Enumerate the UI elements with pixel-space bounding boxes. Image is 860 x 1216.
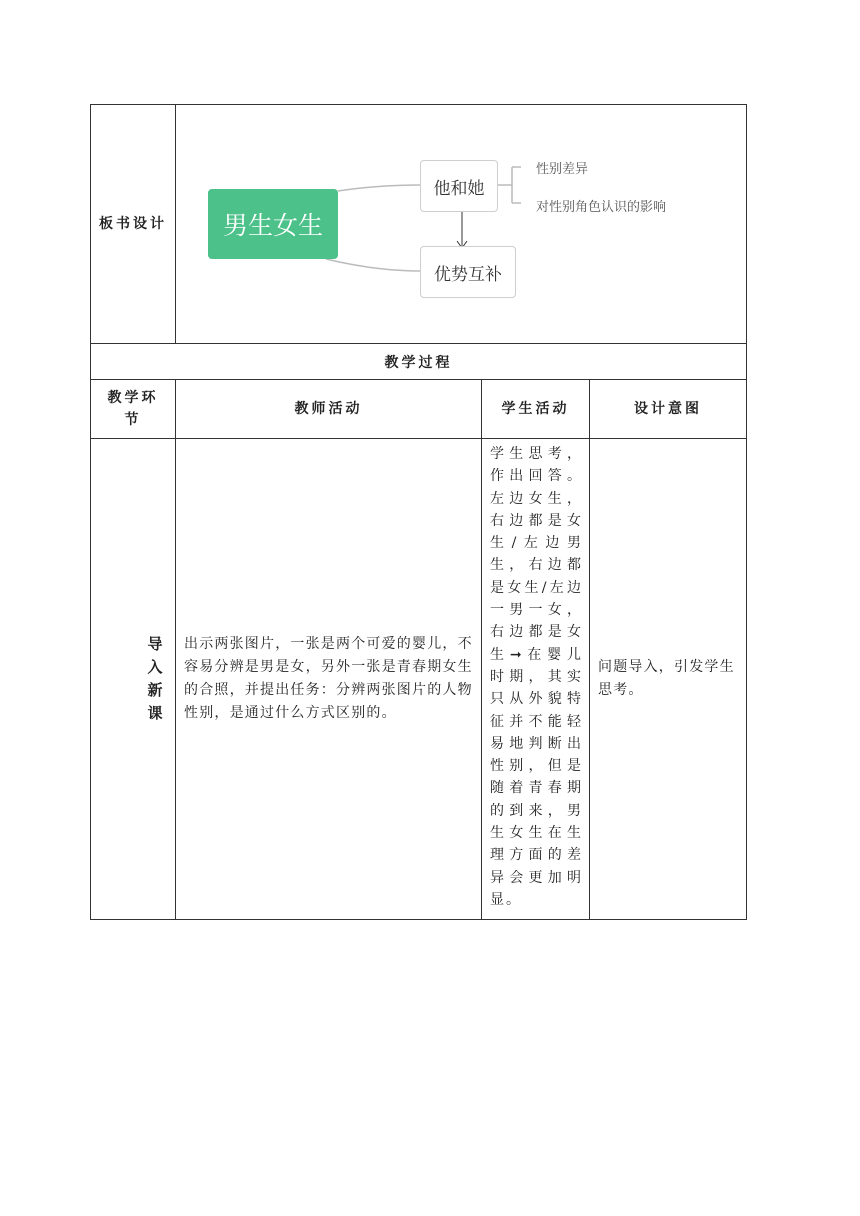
board-design-cell: [176, 105, 747, 344]
board-design-label: 板书设计: [91, 105, 176, 344]
mind-map-node-bottom: 优势互补: [420, 246, 516, 298]
header-intent: 设计意图: [590, 380, 747, 439]
mind-map: [176, 105, 746, 343]
student-activity: 学生思考，作出回答。左边女生，右边都是女生/左边男生，右边都是女生/左边一男一女，右边都是女生➞在婴儿时期，其实只从外貌特征并不能轻易地判断出性别，但是随着青春期的到来，男生女生在生理方面的差异会更加明显。: [482, 439, 590, 920]
header-stage: 教学环节: [91, 380, 176, 439]
design-intent: 问题导入，引发学生思考。: [590, 439, 747, 920]
mind-map-leaf: 对性别角色认识的影响: [536, 200, 667, 215]
header-teacher: 教师活动: [176, 380, 482, 439]
mind-map-leaf: 性别差异: [536, 162, 589, 177]
header-student: 学生活动: [482, 380, 590, 439]
teacher-activity: 出示两张图片，一张是两个可爱的婴儿，不容易分辨是男是女，另外一张是青春期女生的合照，并提出任务：分辨两张图片的人物性别，是通过什么方式区别的。: [176, 439, 482, 920]
mind-map-root-node: 男生女生: [208, 189, 338, 259]
lesson-plan-table: [90, 104, 747, 920]
process-title: 教学过程: [91, 344, 747, 380]
stage-cell: 导入新课: [91, 439, 176, 920]
table-row: [91, 439, 747, 920]
mind-map-node-top: 他和她: [420, 160, 498, 212]
